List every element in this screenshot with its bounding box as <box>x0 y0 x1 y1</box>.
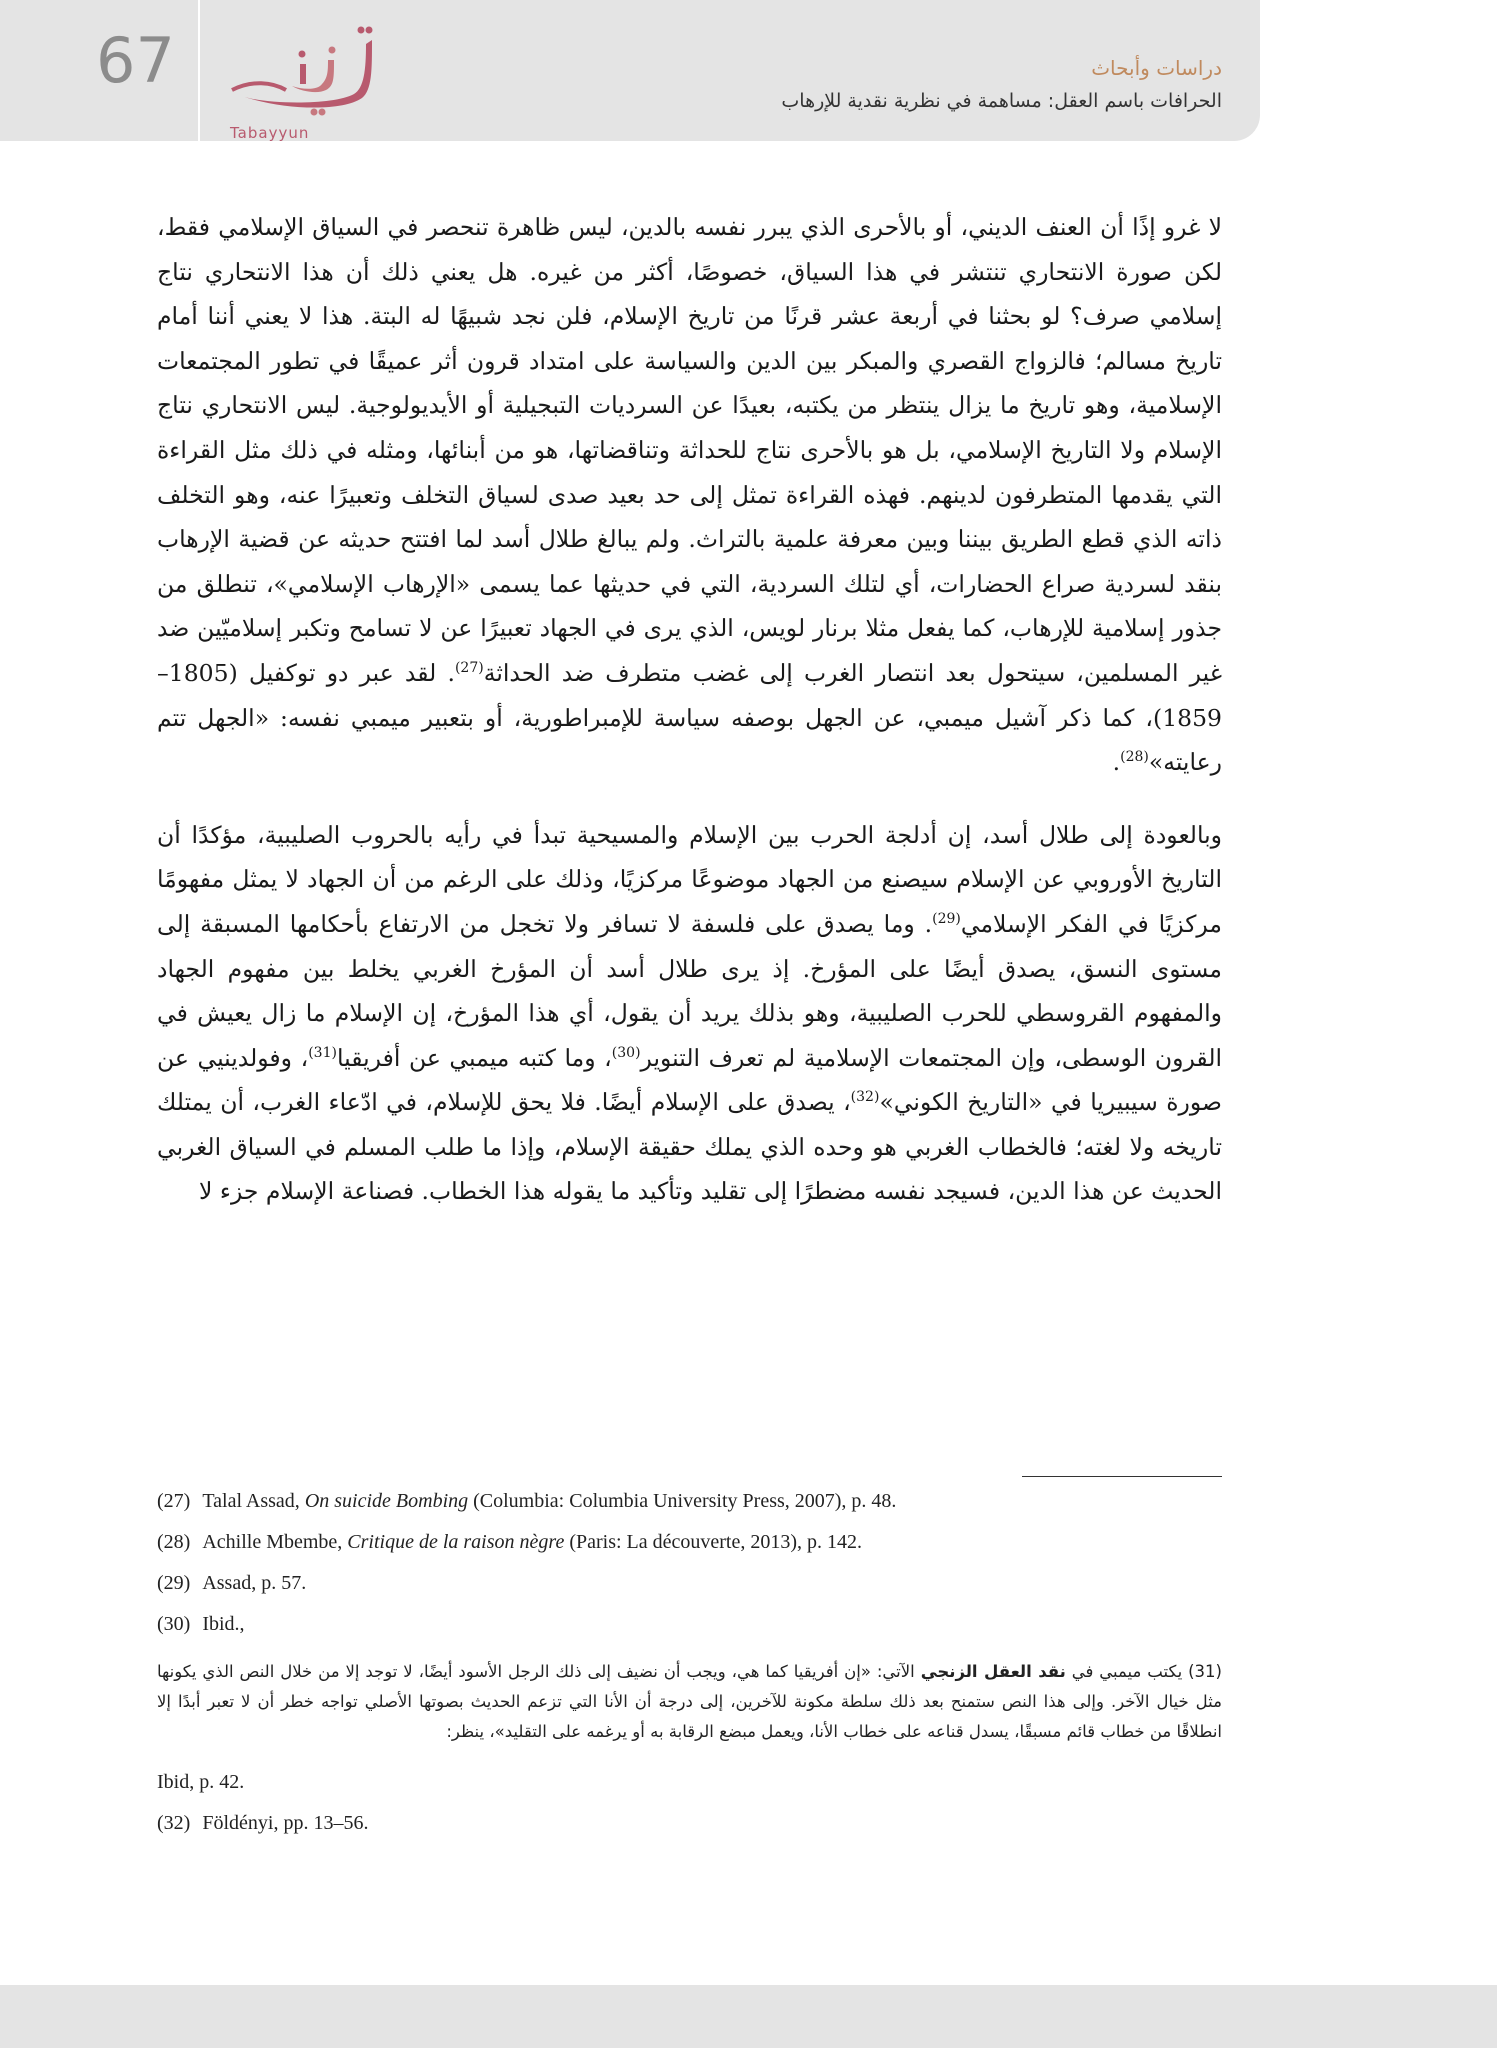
page-number: 67 <box>96 24 175 97</box>
footnote-32: (32) Földényi, pp. 13–56. <box>157 1812 369 1834</box>
footnote-ref-30[interactable]: (30) <box>611 1044 641 1061</box>
logo-latin-text: Tabayyun <box>230 124 310 142</box>
header-divider <box>198 0 200 141</box>
footnote-separator <box>1022 1476 1222 1477</box>
article-body <box>157 205 1222 1242</box>
footnotes <box>157 1488 1222 1851</box>
paragraph-2: وبالعودة إلى طلال أسد، إن أدلجة الحرب بين الإسلام والمسيحية تبدأ في رأيه بالحروب الصليبية، مؤكدًا أن التاريخ الأوروبي عن الإسلام سيصنع من الجهاد موضوعًا مركزيًا، وذلك على الرغم من أن الجهاد لا يمثل مفهومًا مركزيًا في الفكر الإسلامي$^{(29)}$. وما يصدق على فلسفة لا تسافر ولا تخجل من الارتفاع بأحكامها المسبقة إلى مستوى النسق، يصدق أيضًا على المؤرخ. إذ يرى طلال أسد أن المؤرخ الغربي يخلط بين مفهوم الجهاد والمفهوم القروسطي للحرب الصليبية، وهو بذلك يريد أن يقول، أي هذا المؤرخ، إن الإسلام ما زال يعيش في القرون الوسطى، وإن المجتمعات الإسلامية لم تعرف التنوير$^{(30)}$، وما كتبه ميمبي عن أفريقيا$^{(31)}$، وفولدينيي عن صورة سيبيريا في «التاريخ الكوني»$^{(32)}$، يصدق على الإسلام أيضًا. فلا يحق للإسلام، في ادّعاء الغرب، أن يمتلك تاريخه ولا لغته؛ فالخطاب الغربي هو وحده الذي يملك حقيقة الإسلام، وإذا ما طلب المسلم في السياق الغربي الحديث عن هذا الدين، فسيجد نفسه مضطرًا إلى تقليد وتأكيد ما يقوله هذا الخطاب. فصناعة الإسلام جزء لا <box>157 820 1223 1206</box>
footnote-27: (27) Talal Assad, On suicide Bombing (Columbia: Columbia University Press, 2007), p. 48. <box>157 1490 897 1512</box>
footnote-ref-28[interactable]: (28) <box>1120 749 1149 766</box>
footnote-ref-29[interactable]: (29) <box>932 911 961 928</box>
footnote-29: (29) Assad, p. 57. <box>157 1572 307 1594</box>
footnote-31: (31) يكتب ميمبي في نقد العقل الزنجي الآتي: «إن أفريقيا كما هي، ويجب أن نضيف إلى ذلك الرجل الأسود أيضًا، لا توجد إلا من خلال النص الذي يكونها مثل خيال الآخر. وإلى هذا النص ستمنح بعد ذلك سلطة مكونة للآخرين، إلى درجة أن الأنا التي تزعم الحديث بصوتها الأصلي تواجه خطر أن لا تعبر أبدًا إلا انطلاقًا من خطاب قائم مسبقًا، يسدل قناعه على خطاب الأنا، ويعمل مبضع الرقابة به أو يرغمه على التقليد»، ينظر: <box>157 1662 1222 1741</box>
tabayyun-logo-mark <box>222 20 392 130</box>
footnote-31-source: Ibid, p. 42. <box>157 1771 245 1793</box>
footnote-ref-31[interactable]: (31) <box>308 1044 337 1061</box>
footer-band <box>0 1985 1497 2048</box>
footnote-ref-32[interactable]: (32) <box>850 1089 880 1106</box>
journal-logo <box>222 20 392 142</box>
footnote-28: (28) Achille Mbembe, Critique de la raison nègre (Paris: La découverte, 2013), p. 142. <box>157 1531 863 1553</box>
section-label: دراسات وأبحاث <box>1091 56 1222 80</box>
paragraph-1: لا غرو إذًا أن العنف الديني، أو بالأحرى الذي يبرر نفسه بالدين، ليس ظاهرة تنحصر في السياق الإسلامي فقط، لكن صورة الانتحاري تنتشر في هذا السياق، خصوصًا، أكثر من غيره. هل يعني ذلك أن هذا الانتحاري نتاج إسلامي صرف؟ لو بحثنا في أربعة عشر قرنًا من تاريخ الإسلام، فلن نجد شبيهًا له البتة. هذا لا يعني أننا أمام تاريخ مسالم؛ فالزواج القصري والمبكر بين الدين والسياسة على امتداد قرون أثر عميقًا في تطور المجتمعات الإسلامية، وهو تاريخ ما يزال ينتظر من يكتبه، بعيدًا عن السرديات التبجيلية أو الأيديولوجية. ليس الانتحاري نتاج الإسلام ولا التاريخ الإسلامي، بل هو بالأحرى نتاج للحداثة وتناقضاتها، هو من أبنائها، ومثله في ذلك مثل القراءة التي يقدمها المتطرفون لدينهم. فهذه القراءة تمثل إلى حد بعيد صدى لسياق التخلف وتعبيرًا عنه، وهو التخلف ذاته الذي قطع الطريق بيننا وبين معرفة علمية بالتراث. ولم يبالغ طلال أسد لما افتتح حديثه عن قضية الإرهاب بنقد لسردية صراع الحضارات، أي لتلك السردية، التي في حديثها عما يسمى «الإرهاب الإسلامي»، تنطلق من جذور إسلامية للإرهاب، كما يفعل مثلا برنار لويس، الذي يرى في الجهاد تعبيرًا عن لا تسامح وتكبر إسلاميّين ضد غير المسلمين، سيتحول بعد انتصار الغرب إلى غضب متطرف ضد الحداثة$^{(27)}$. لقد عبر دو توكفيل (1805–1859)، كما ذكر آشيل ميمبي، عن الجهل بوصفه سياسة للإمبراطورية، أو بتعبير ميمبي نفسه: «الجهل تتم رعايته»$^{(28)}$. <box>157 213 1222 777</box>
running-article-title: الحرافات باسم العقل: مساهمة في نظرية نقدية للإرهاب <box>781 90 1222 112</box>
footnote-30: (30) Ibid., <box>157 1613 245 1635</box>
footnote-ref-27[interactable]: (27) <box>454 660 484 677</box>
